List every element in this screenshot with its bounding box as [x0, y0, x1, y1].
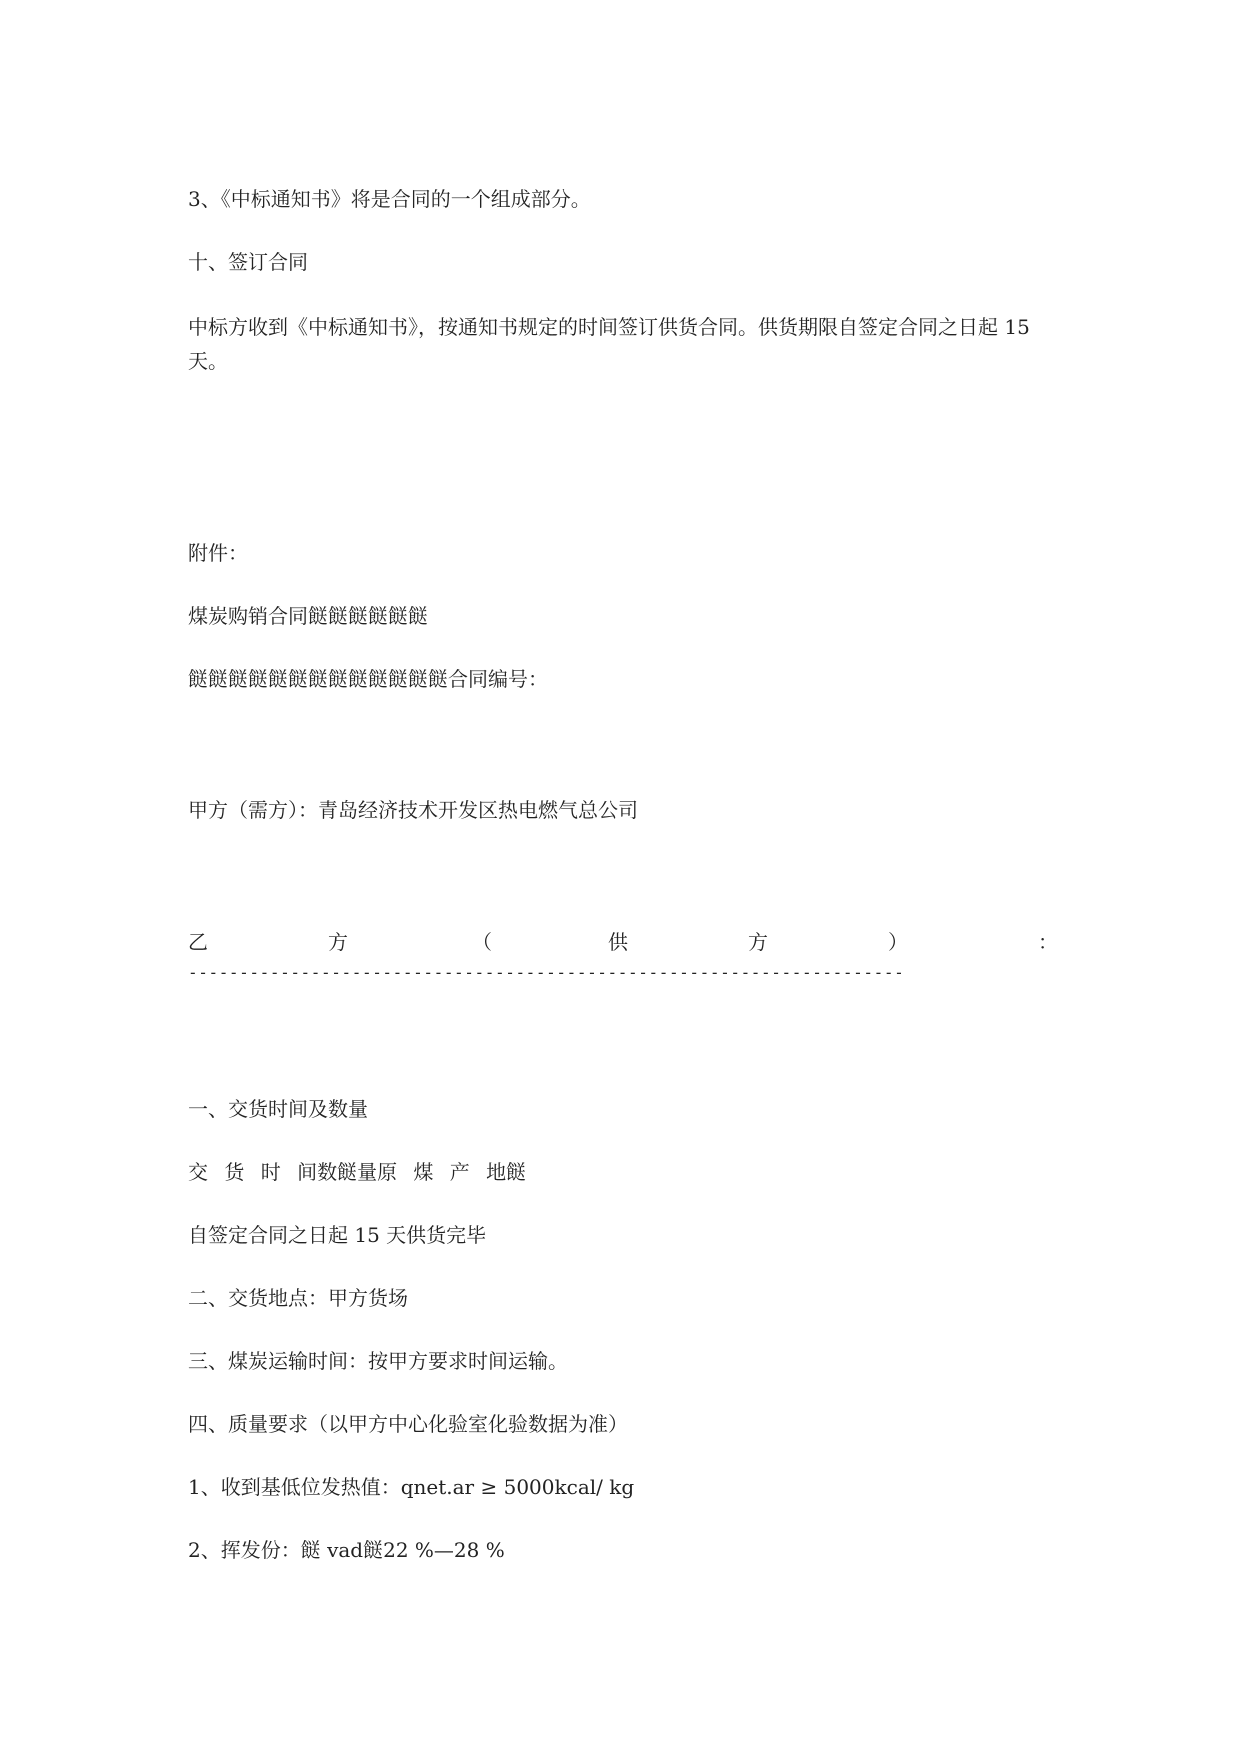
section-3-transport-time: 三、煤炭运输时间：按甲方要求时间运输。: [188, 1349, 568, 1373]
party-b-blank-line: ----------------------------------------------------------------------: [188, 963, 905, 982]
section-4-heading: 四、质量要求（以甲方中心化验室化验数据为准）: [188, 1412, 628, 1436]
quality-item-2: 2、挥发份：餸 vad餸22 %—28 %: [188, 1538, 505, 1562]
sign-contract-heading: 十、签订合同: [188, 250, 308, 274]
party-b-char: （: [472, 930, 492, 954]
section-1-heading: 一、交货时间及数量: [188, 1097, 368, 1121]
section-1-columns: 交 货 时 间数餸量原 煤 产 地餸: [188, 1160, 527, 1184]
party-b-line: [188, 927, 1058, 957]
party-b-char: 乙: [188, 930, 208, 954]
contract-title: 煤炭购销合同餸餸餸餸餸餸: [188, 604, 428, 628]
party-a-line: 甲方（需方）：青岛经济技术开发区热电燃气总公司: [188, 798, 638, 822]
attachment-label: 附件：: [188, 541, 248, 565]
section-2-delivery-place: 二、交货地点：甲方货场: [188, 1286, 408, 1310]
award-notice-clause: 3、《中标通知书》将是合同的一个组成部分。: [188, 187, 591, 211]
party-b-char: ）: [888, 930, 908, 954]
section-1-delivery-time: 自签定合同之日起 15 天供货完毕: [188, 1223, 487, 1247]
party-b-char: 供: [608, 930, 628, 954]
party-b-char: 方: [328, 930, 348, 954]
contract-number-label: 餸餸餸餸餸餸餸餸餸餸餸餸餸合同编号：: [188, 667, 548, 691]
party-b-char: 方: [748, 930, 768, 954]
sign-contract-body: 中标方收到《中标通知书》，按通知书规定的时间签订供货合同。供货期限自签定合同之日起 15 天。: [188, 315, 1030, 373]
quality-item-1: 1、收到基低位发热值：qnet.ar ≥ 5000kcal/ kg: [188, 1475, 635, 1499]
party-b-char: ：: [1038, 930, 1058, 954]
